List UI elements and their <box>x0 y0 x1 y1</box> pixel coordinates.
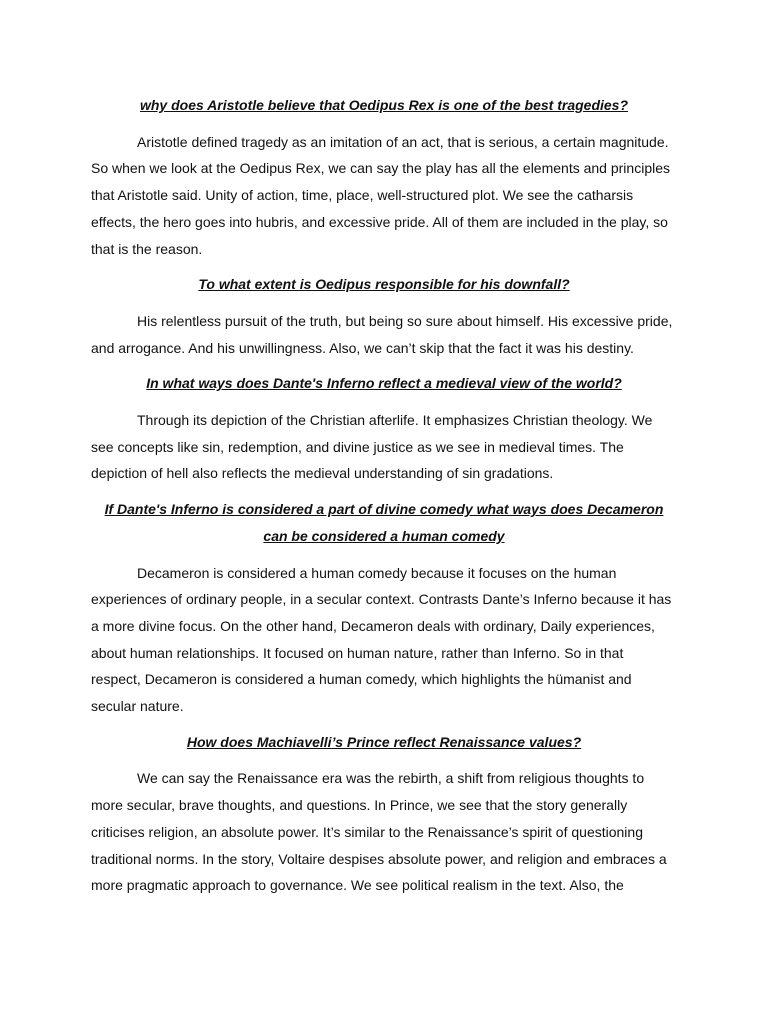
answer-paragraph-5: We can say the Renaissance era was the rebirth, a shift from religious thoughts to more secular, brave thoughts, and questions. In Prince, we see that the story generally criticises religion, an absolute power. It’s similar to the Renaissance’s spirit of questioning traditional norms. In the story, Voltaire despises absolute power, and religion and embraces a more pragmatic approach to governance. We see political realism in the text. Also, the <box>91 770 667 894</box>
heading-rest: f Dante's Inferno is considered a part of divine comedy what ways does Decameron can be considered a human comedy <box>108 501 664 544</box>
heading-lead-letter: I <box>104 501 109 518</box>
question-heading-5: How does Machiavelli’s Prince reflect Renaissance values? <box>186 733 582 750</box>
question-heading-2: To what extent is Oedipus responsible for his downfall? <box>198 276 570 293</box>
answer-paragraph-2: His relentless pursuit of the truth, but being so sure about himself. His excessive pride, and arrogance. And his unwillingness. Also, we can’t skip that the fact it was his destiny. <box>91 312 673 356</box>
question-heading-3: In what ways does Dante's Inferno reflect a medieval view of the world? <box>146 375 622 392</box>
document-body <box>91 92 677 899</box>
question-heading-1: why does Aristotle believe that Oedipus Rex is one of the best tragedies? <box>139 97 629 113</box>
answer-paragraph-1: Aristotle defined tragedy as an imitation of an act, that is serious, a certain magnitude. So when we look at the Oedipus Rex, we can say the play has all the elements and principles that Aristotle said. Unity of action, time, place, well-structured plot. We see the catharsis effects, the hero goes into hubris, and excessive pride. All of them are included in the play, so that is the reason. <box>91 133 670 257</box>
answer-paragraph-3: Through its depiction of the Christian afterlife. It emphasizes Christian theology. We see concepts like sin, redemption, and divine justice as we see in medieval times. The depiction of hell also reflects the medieval understanding of sin gradations. <box>91 412 653 482</box>
answer-paragraph-4: Decameron is considered a human comedy because it focuses on the human experiences of ordinary people, in a secular context. Contrasts Dante’s Inferno because it has a more divine focus. On the other hand, Decameron deals with ordinary, Daily experiences, about human relationships. It focused on human nature, rather than Inferno. So in that respect, Decameron is considered a human comedy, which highlights the hümanist and secular nature. <box>91 564 672 715</box>
question-heading-4 <box>91 496 677 549</box>
